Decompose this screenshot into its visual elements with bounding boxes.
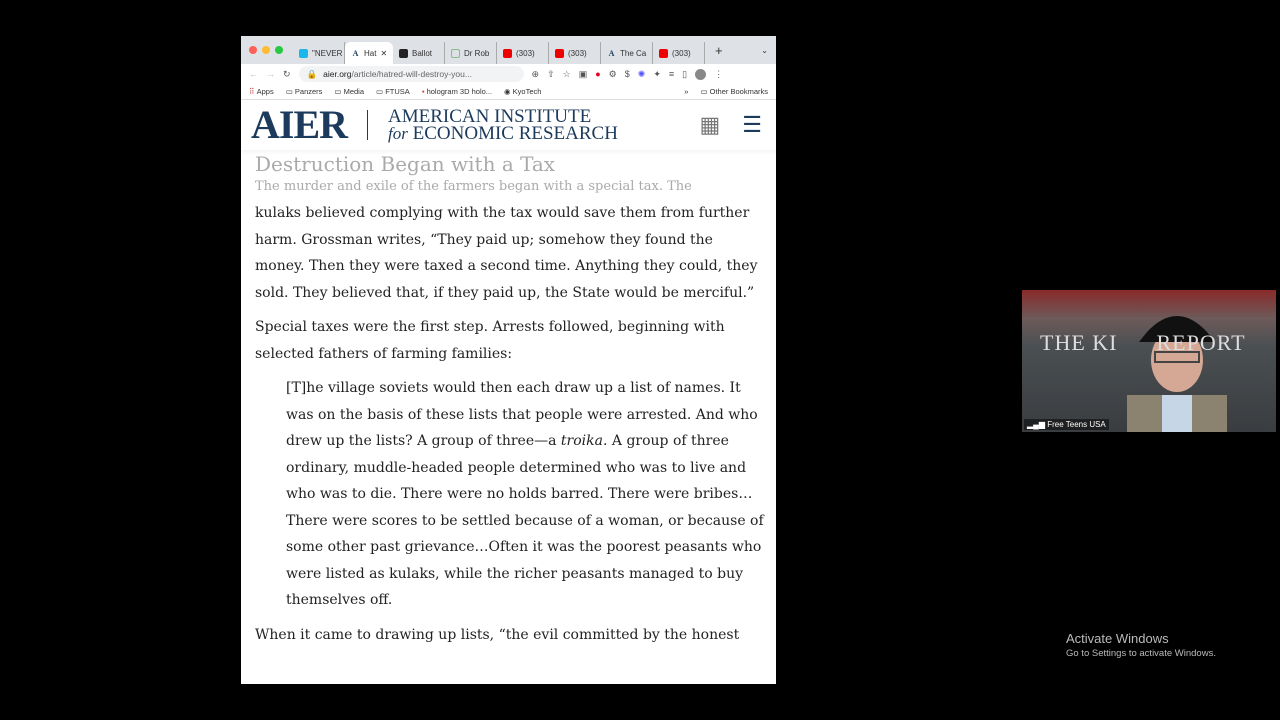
activate-subtitle: Go to Settings to activate Windows. xyxy=(1066,648,1216,659)
reload-icon[interactable]: ↻ xyxy=(283,68,291,79)
webcam-video xyxy=(1022,290,1276,432)
article-paragraph: Special taxes were the first step. Arrests followed, beginning with selected fathers of farming families: xyxy=(255,319,725,362)
tab-active[interactable] xyxy=(345,42,393,64)
tab-label: The Ca xyxy=(620,48,647,58)
tab-label: (303) xyxy=(568,48,587,58)
tab-bar xyxy=(241,36,776,64)
folder-icon: ▭ xyxy=(334,87,342,96)
tab[interactable] xyxy=(445,42,497,64)
forward-icon[interactable]: → xyxy=(266,69,275,79)
article-body xyxy=(255,200,765,656)
bookmark-link[interactable] xyxy=(504,87,541,96)
institute-line2: ECONOMIC RESEARCH xyxy=(412,123,618,144)
bookmark-folder[interactable] xyxy=(286,87,323,96)
ballot-icon xyxy=(399,49,408,58)
bookmark-label: hologram 3D holo... xyxy=(426,87,493,96)
pinterest-icon[interactable]: ● xyxy=(595,69,601,79)
tab[interactable] xyxy=(293,42,345,64)
tab-label: (303) xyxy=(672,48,691,58)
maximize-window-button[interactable] xyxy=(275,46,283,54)
tab[interactable] xyxy=(653,42,705,64)
bookmark-apps[interactable] xyxy=(249,87,274,96)
tab[interactable] xyxy=(549,42,601,64)
new-tab-button[interactable]: + xyxy=(715,42,723,58)
bookmarks-bar xyxy=(241,84,776,100)
bookmark-label: Apps xyxy=(256,87,274,96)
lock-icon: 🔒 xyxy=(306,68,318,79)
extension-icon[interactable]: ⚙ xyxy=(608,68,617,79)
institute-for: for xyxy=(388,124,408,143)
side-panel-icon[interactable]: ▯ xyxy=(682,68,688,79)
signal-icon: ▂▄▆ xyxy=(1027,420,1045,429)
bookmark-label: Panzers xyxy=(294,87,323,96)
institute-line1: AMERICAN INSTITUTE xyxy=(388,106,592,127)
browser-window xyxy=(241,36,776,684)
share-icon[interactable]: ⇧ xyxy=(547,68,555,79)
article-paragraph: When it came to drawing up lists, “the evil committed by the honest xyxy=(255,626,740,643)
activate-title: Activate Windows xyxy=(1066,631,1169,646)
logo-divider xyxy=(367,110,368,140)
close-window-button[interactable] xyxy=(249,46,257,54)
extensions-puzzle-icon[interactable]: ✦ xyxy=(653,68,661,79)
folder-icon: ▭ xyxy=(376,87,384,96)
tab-search-chevron-icon[interactable]: ⌄ xyxy=(761,45,768,55)
participant-label xyxy=(1024,419,1109,430)
tab[interactable] xyxy=(601,42,653,64)
quote-emphasis: troika xyxy=(560,433,603,449)
bookmark-folder[interactable] xyxy=(334,87,364,96)
aier-icon: A xyxy=(608,48,615,58)
more-bookmarks-button[interactable]: » xyxy=(684,87,689,96)
tab-label: (303) xyxy=(516,48,535,58)
globe-icon: ◉ xyxy=(504,87,511,96)
extension-icon[interactable]: ✺ xyxy=(637,68,646,79)
tab-label: Hat xyxy=(364,48,377,58)
bookmark-label: Other Bookmarks xyxy=(709,87,768,96)
extension-icon[interactable]: $ xyxy=(624,69,630,79)
folder-icon: ▭ xyxy=(700,87,708,96)
web-page xyxy=(241,100,776,684)
tab-label: Dr Rob xyxy=(464,48,490,58)
hamburger-menu-icon[interactable]: ☰ xyxy=(742,112,762,138)
tab[interactable] xyxy=(497,42,549,64)
extension-icon[interactable]: ▣ xyxy=(578,68,588,79)
zoom-icon[interactable]: ⊕ xyxy=(531,68,540,79)
vimeo-icon xyxy=(299,49,308,58)
menu-kebab-icon[interactable]: ⋮ xyxy=(714,68,724,79)
minimize-window-button[interactable] xyxy=(262,46,270,54)
participant-name: Free Teens USA xyxy=(1047,420,1106,429)
reading-list-icon[interactable]: ≡ xyxy=(668,69,675,79)
article-text-hidden: The murder and exile of the farmers began with a special tax. The xyxy=(255,179,692,194)
address-bar-row xyxy=(241,64,776,84)
play-icon xyxy=(451,49,460,58)
url-input[interactable] xyxy=(299,66,524,82)
apps-grid-icon: ⠿ xyxy=(249,87,255,96)
star-icon[interactable]: ☆ xyxy=(562,68,571,79)
bookmark-folder[interactable] xyxy=(376,87,410,96)
tab-label: "NEVER xyxy=(312,48,343,58)
quote-text: [T]he village soviets would then each draw up a list of names. It was on the basis of these lists that people were arrested. And who drew up the lists? A group of three—a xyxy=(286,380,758,449)
tab-label: Ballot xyxy=(412,48,433,58)
youtube-icon xyxy=(659,49,668,58)
bookmark-label: KyoTech xyxy=(512,87,542,96)
bookmark-link[interactable] xyxy=(422,87,492,96)
windows-activation-watermark xyxy=(1066,631,1216,659)
hologram-icon: ▪ xyxy=(421,87,425,96)
article-blockquote xyxy=(286,375,765,614)
url-path: /article/hatred-will-destroy-you... xyxy=(351,69,472,79)
article-heading: Destruction Began with a Tax xyxy=(255,152,556,176)
url-domain: aier.org xyxy=(323,69,352,79)
presenter-image xyxy=(1117,300,1237,432)
webcam-overlay-title: THE KI REPORT xyxy=(1040,330,1246,355)
institute-name xyxy=(388,108,618,142)
bookmark-label: FTUSA xyxy=(385,87,410,96)
other-bookmarks[interactable] xyxy=(700,87,768,96)
aier-icon: A xyxy=(352,48,359,58)
back-icon[interactable]: ← xyxy=(249,69,258,79)
tab[interactable] xyxy=(393,42,445,64)
aier-logo[interactable]: AIER xyxy=(251,102,348,147)
profile-avatar[interactable] xyxy=(695,69,706,80)
close-tab-icon[interactable]: ✕ xyxy=(380,48,388,58)
youtube-icon xyxy=(503,49,512,58)
bookmark-label: Media xyxy=(343,87,365,96)
quote-text: . A group of three ordinary, muddle-headed people determined who was to live and who was to die. There were no holds barred. There were bribes…There were scores to be settled because of a woman, or because of some other past grievance…Often it was the poorest peasants who were listed as kulaks, while the richer peasants managed to buy themselves off. xyxy=(286,433,764,608)
calculator-icon[interactable]: ▦ xyxy=(699,112,721,138)
site-header xyxy=(241,100,776,150)
folder-icon: ▭ xyxy=(285,87,293,96)
youtube-icon xyxy=(555,49,564,58)
article-paragraph: kulaks believed complying with the tax would save them from further harm. Grossman writes, “They paid up; somehow they found the money. Then they were taxed a second time. Anything they could, they sold. They believed that, if they paid up, the State would be merciful.” xyxy=(255,205,758,301)
